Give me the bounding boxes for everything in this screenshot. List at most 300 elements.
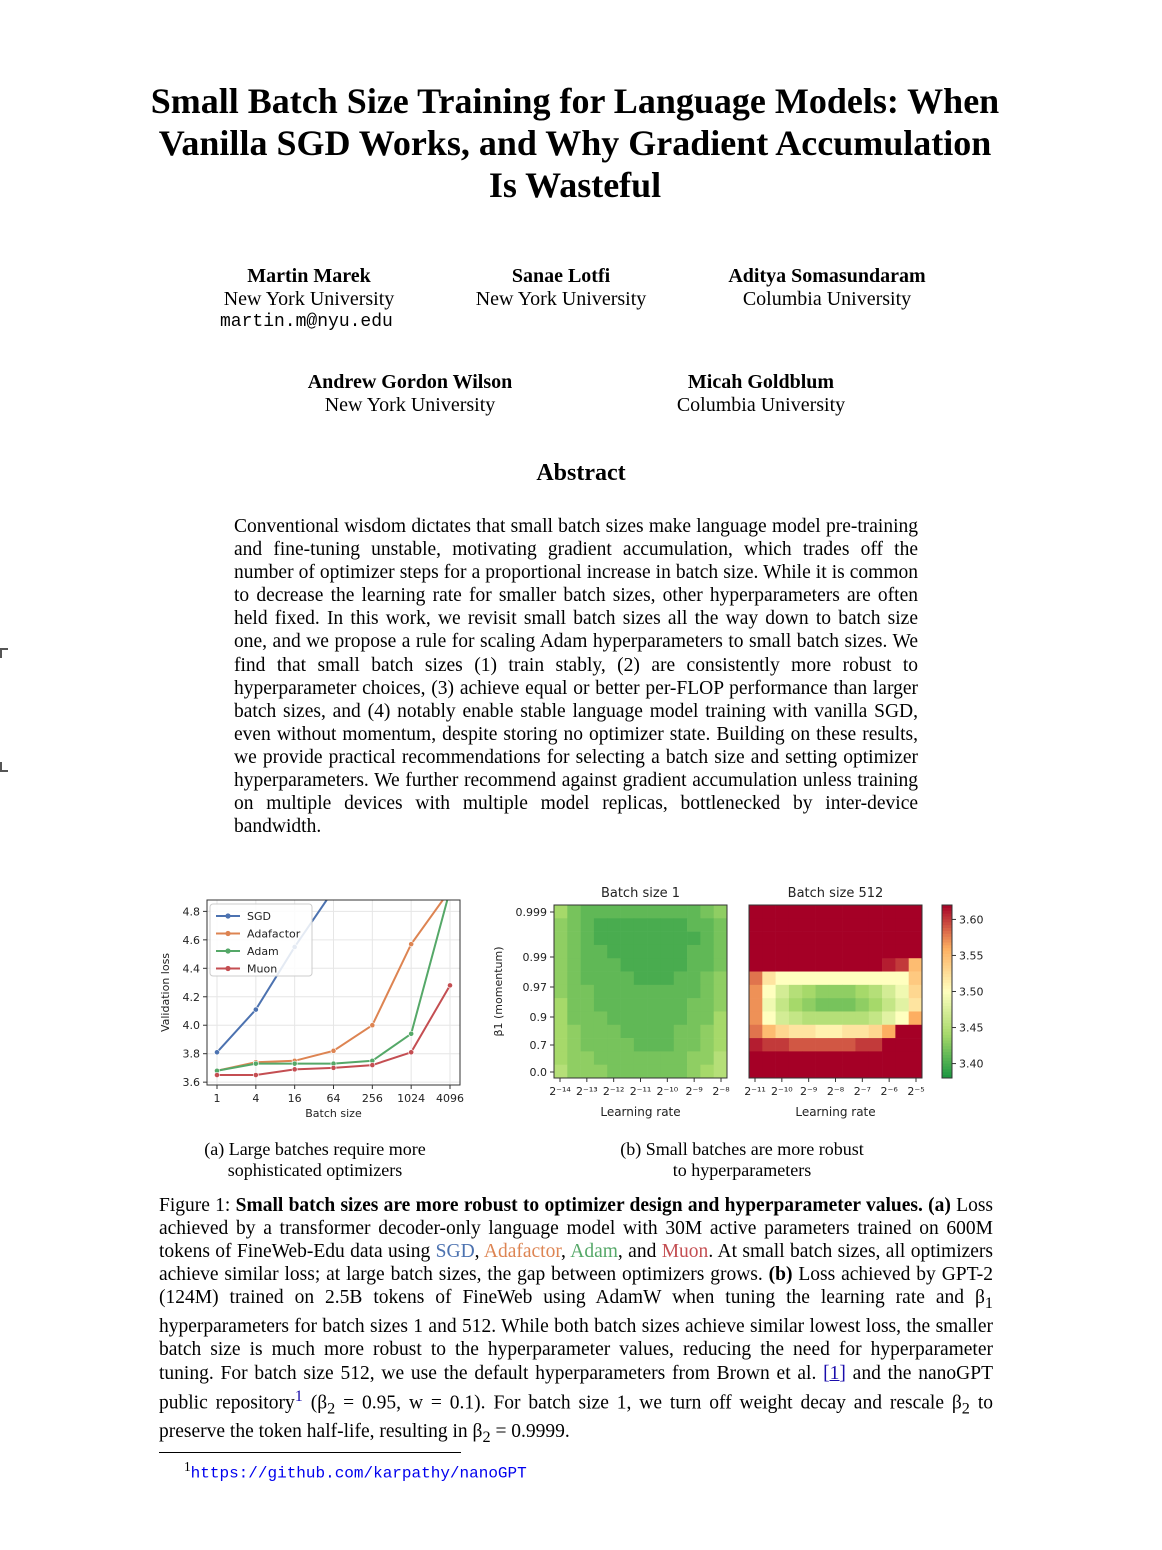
- colorbar-segment: [942, 942, 952, 945]
- colorbar-segment: [942, 1017, 952, 1020]
- heatmap-1-cell: [567, 972, 581, 986]
- subcaption-a-line-2: sophisticated optimizers: [227, 1160, 403, 1180]
- author-email: martin.m@nyu.edu: [220, 312, 393, 332]
- heatmap-2-cell: [802, 945, 816, 959]
- y-tick-label: 4.4: [182, 962, 200, 976]
- footnote: [184, 1459, 527, 1482]
- heatmap-1-cell: [674, 905, 688, 919]
- heatmap-1-cell: [700, 918, 714, 932]
- heatmap-1-cell: [554, 972, 568, 986]
- heatmap-2-cell: [802, 1038, 816, 1052]
- heatmap-2-cell: [762, 918, 776, 932]
- heatmap-1-cell: [647, 945, 661, 959]
- heatmap-1-cell: [581, 945, 595, 959]
- heatmap-2-cell: [776, 1051, 790, 1065]
- caption-adafactor: Adafactor: [483, 1241, 562, 1263]
- y-tick-label: 4.8: [182, 905, 200, 919]
- colorbar-segment: [942, 1064, 952, 1067]
- heatmap-2-cell: [842, 1051, 856, 1065]
- heatmap-1-cell: [647, 972, 661, 986]
- heatmap-2-cell: [816, 958, 830, 972]
- data-point-sgd: [214, 1050, 219, 1055]
- heatmap-2-cell: [855, 958, 869, 972]
- author-1: [200, 265, 418, 334]
- heatmap-2-cell: [789, 1065, 803, 1079]
- data-point-muon: [331, 1065, 336, 1070]
- heatmap-2-cell: [816, 985, 830, 999]
- heatmap-1-cell: [674, 945, 688, 959]
- legend-label: Adam: [247, 945, 279, 958]
- heatmap-1-cell: [634, 972, 648, 986]
- heatmap-1-y-tick-label: 0.7: [529, 1039, 547, 1052]
- heatmap-2-cell: [789, 932, 803, 946]
- data-point-muon: [253, 1072, 258, 1077]
- heatmap-2-cell: [762, 1011, 776, 1025]
- heatmap-2-cell: [909, 1025, 923, 1039]
- heatmap-2-cell: [816, 1025, 830, 1039]
- margin-mark-bottom: [0, 762, 8, 772]
- heatmap-1-cell: [647, 1038, 661, 1052]
- heatmap-2-cell: [829, 1065, 843, 1079]
- caption-sgd: SGD: [435, 1241, 475, 1263]
- heatmap-2-cell: [882, 998, 896, 1012]
- colorbar-segment: [942, 957, 952, 960]
- heatmap-2-cell: [895, 998, 909, 1012]
- data-point-adafactor: [331, 1048, 336, 1053]
- heatmap-1-cell: [687, 972, 701, 986]
- heatmap-2-cell: [869, 1038, 883, 1052]
- heatmap-1-cell: [700, 1011, 714, 1025]
- heatmap-1-x-tick-label: 2⁻¹⁴: [549, 1085, 571, 1098]
- heatmap-1-cell: [621, 905, 635, 919]
- heatmap-1-cell: [687, 1065, 701, 1079]
- heatmap-2-cell: [842, 985, 856, 999]
- heatmap-1-cell: [634, 1051, 648, 1065]
- data-point-sgd: [253, 1007, 258, 1012]
- heatmap-1-cell: [621, 1011, 635, 1025]
- colorbar-segment: [942, 1038, 952, 1041]
- heatmap-1-cell: [660, 998, 674, 1012]
- heatmap-2-cell: [855, 972, 869, 986]
- caption-sep: , and: [617, 1241, 662, 1263]
- author-name: Martin Marek: [247, 265, 371, 287]
- heatmap-2-cell: [882, 1025, 896, 1039]
- caption-sep: ,: [561, 1241, 571, 1263]
- heatmap-1-x-tick-label: 2⁻⁸: [712, 1085, 730, 1098]
- heatmap-1-cell: [700, 945, 714, 959]
- author-3: [707, 265, 947, 311]
- heatmap-1-cell: [687, 1025, 701, 1039]
- heatmap-2-cell: [829, 1038, 843, 1052]
- caption-sep: ,: [474, 1241, 484, 1263]
- heatmap-2-cell: [776, 918, 790, 932]
- colorbar-segment: [942, 1041, 952, 1044]
- x-axis-label: Batch size: [305, 1107, 362, 1120]
- margin-mark-top: [0, 648, 8, 658]
- heatmap-2-cell: [802, 932, 816, 946]
- heatmap-2-cell: [802, 985, 816, 999]
- data-point-adam: [292, 1061, 297, 1066]
- colorbar-segment: [942, 1026, 952, 1029]
- colorbar-segment: [942, 1006, 952, 1009]
- heatmap-1-cell: [554, 1011, 568, 1025]
- heatmap-1-cell: [554, 918, 568, 932]
- heatmap-2-cell: [802, 958, 816, 972]
- caption-text: = 0.95, w = 0.1). For batch size 1, we turn off weight decay and rescale β: [335, 1392, 962, 1414]
- y-tick-label: 3.6: [182, 1076, 200, 1090]
- heatmap-1-cell: [700, 1025, 714, 1039]
- heatmap-1-cell: [660, 1051, 674, 1065]
- colorbar-segment: [942, 914, 952, 917]
- subcaption-b: [592, 1139, 892, 1181]
- heatmap-2-cell: [816, 1051, 830, 1065]
- heatmap-2-cell: [829, 1025, 843, 1039]
- x-tick-label: 256: [361, 1092, 383, 1105]
- heatmap-1-cell: [554, 1065, 568, 1079]
- heatmap-2-cell: [895, 1011, 909, 1025]
- heatmap-2-cell: [802, 998, 816, 1012]
- heatmap-1-cell: [674, 1025, 688, 1039]
- author-affiliation: New York University: [475, 288, 647, 310]
- paper-title: Small Batch Size Training for Language Models: When Vanilla SGD Works, and Why Gradient Accumulation Is Wasteful: [150, 81, 1000, 205]
- heatmap-1-cell: [567, 985, 581, 999]
- heatmap-2-cell: [789, 905, 803, 919]
- heatmap-1-cell: [607, 958, 621, 972]
- heatmap-2-cell: [909, 1065, 923, 1079]
- footnote-rule: [159, 1452, 461, 1453]
- citation-link[interactable]: [1]: [823, 1362, 846, 1384]
- y-tick-label: 3.8: [182, 1047, 200, 1061]
- heatmap-2-cell: [895, 1065, 909, 1079]
- colorbar-segment: [942, 1046, 952, 1049]
- heatmap-2-cell: [816, 918, 830, 932]
- heatmap-1-cell: [700, 905, 714, 919]
- heatmap-1-cell: [554, 998, 568, 1012]
- colorbar-tick-label: 3.55: [959, 949, 984, 963]
- heatmap-1-y-tick-label: 0.9: [529, 1011, 547, 1024]
- subcaption-a: [170, 1139, 460, 1181]
- heatmap-2-cell: [816, 1038, 830, 1052]
- heatmap-2-cell: [842, 1025, 856, 1039]
- colorbar-segment: [942, 922, 952, 925]
- heatmap-2-cell: [909, 998, 923, 1012]
- heatmap-2-cell: [855, 932, 869, 946]
- heatmap-2-cell: [789, 1038, 803, 1052]
- heatmap-2-cell: [762, 945, 776, 959]
- author-affiliation: New York University: [324, 394, 496, 416]
- heatmap-1-cell: [621, 972, 635, 986]
- heatmap-1-cell: [687, 1038, 701, 1052]
- heatmap-2-cell: [842, 905, 856, 919]
- heatmap-1-cell: [714, 905, 728, 919]
- colorbar-segment: [942, 1023, 952, 1026]
- heatmap-1-cell: [554, 1038, 568, 1052]
- heatmap-1-y-tick-label: 0.0: [529, 1066, 547, 1079]
- heatmap-1-cell: [634, 1038, 648, 1052]
- heatmap-2-cell: [882, 1065, 896, 1079]
- heatmap-1-cell: [554, 958, 568, 972]
- y-tick-label: 4.2: [182, 990, 200, 1004]
- heatmap-2-cell: [749, 945, 763, 959]
- heatmap-2-cell: [855, 1051, 869, 1065]
- heatmap-2-cell: [895, 985, 909, 999]
- heatmap-2-cell: [776, 945, 790, 959]
- colorbar-segment: [942, 1009, 952, 1012]
- heatmap-1-cell: [621, 945, 635, 959]
- heatmap-2-cell: [882, 932, 896, 946]
- heatmap-1-cell: [607, 932, 621, 946]
- heatmap-1-cell: [621, 1025, 635, 1039]
- colorbar-segment: [942, 1058, 952, 1061]
- heatmap-1-cell: [554, 1051, 568, 1065]
- caption-text: to preserve the token half-life, resulting in β: [159, 1392, 993, 1443]
- footnote-ref[interactable]: 1: [294, 1386, 303, 1405]
- footnote-link[interactable]: https://github.com/karpathy/nanoGPT: [190, 1464, 527, 1483]
- heatmap-1-cell: [700, 998, 714, 1012]
- colorbar-segment: [942, 1043, 952, 1046]
- heatmap-1-y-tick-label: 0.999: [515, 906, 547, 919]
- heatmap-1-cell: [581, 1051, 595, 1065]
- heatmap-2-cell: [909, 1011, 923, 1025]
- heatmap-2-cell: [749, 1038, 763, 1052]
- heatmap-2-cell: [762, 1038, 776, 1052]
- caption-text: and the nanoGPT public repository: [159, 1362, 993, 1414]
- heatmap-2-cell: [829, 945, 843, 959]
- heatmap-2-cell: [776, 905, 790, 919]
- colorbar-segment: [942, 948, 952, 951]
- heatmap-2-cell: [909, 905, 923, 919]
- colorbar-segment: [942, 989, 952, 992]
- author-affiliation: Columbia University: [742, 288, 912, 310]
- heatmap-2-cell: [789, 1025, 803, 1039]
- heatmap-1-x-tick-label: 2⁻¹²: [602, 1085, 625, 1098]
- heatmap-1-cell: [607, 972, 621, 986]
- heatmap-1-cell: [674, 998, 688, 1012]
- heatmap-2-title: Batch size 512: [787, 886, 884, 901]
- heatmap-1-cell: [594, 972, 608, 986]
- heatmap-1-cell: [714, 985, 728, 999]
- heatmap-1-x-tick-label: 2⁻¹¹: [629, 1085, 652, 1098]
- heatmap-2-cell: [829, 998, 843, 1012]
- data-point-muon: [370, 1062, 375, 1067]
- x-tick-label: 64: [326, 1092, 341, 1105]
- heatmap-1-cell: [687, 1051, 701, 1065]
- heatmap-1-x-tick-label: 2⁻⁹: [685, 1085, 703, 1098]
- heatmap-2-cell: [855, 1025, 869, 1039]
- heatmap-2-cell: [776, 958, 790, 972]
- caption-subscript: 1: [984, 1294, 993, 1313]
- heatmap-2-x-tick-label: 2⁻¹¹: [744, 1085, 766, 1098]
- heatmap-1-cell: [581, 1065, 595, 1079]
- heatmap-2-cell: [882, 1011, 896, 1025]
- heatmap-2-cell: [842, 1011, 856, 1025]
- heatmap-2-cell: [749, 1025, 763, 1039]
- heatmap-1-cell: [660, 1025, 674, 1039]
- heatmap-2-cell: [909, 918, 923, 932]
- heatmap-2-cell: [802, 1065, 816, 1079]
- heatmap-2-x-label: Learning rate: [795, 1105, 876, 1119]
- heatmap-2-cell: [842, 945, 856, 959]
- data-point-muon: [292, 1067, 297, 1072]
- heatmap-1-cell: [700, 1038, 714, 1052]
- heatmap-1-cell: [567, 998, 581, 1012]
- heatmap-2-cell: [855, 905, 869, 919]
- colorbar-tick-label: 3.60: [959, 913, 984, 927]
- heatmap-1-x-tick-label: 2⁻¹³: [576, 1085, 598, 1098]
- data-point-muon: [214, 1072, 219, 1077]
- data-point-muon: [409, 1050, 414, 1055]
- heatmap-2-cell: [909, 932, 923, 946]
- author-affiliation: New York University: [223, 288, 395, 310]
- caption-adam: Adam: [570, 1241, 618, 1263]
- heatmap-1-cell: [714, 932, 728, 946]
- heatmap-1-y-label: β1 (momentum): [492, 946, 505, 1037]
- heatmap-2-cell: [749, 1011, 763, 1025]
- caption-text: . At small batch sizes, all optimizers achieve similar loss; at large batch sizes, the gap between optimizers grows.: [159, 1241, 994, 1286]
- heatmap-2-cell: [895, 958, 909, 972]
- caption-text: hyperparameters for batch sizes 1 and 512. While both batch sizes achieve similar lowest loss, the smaller batch size is much more robust to the hyperparameter values, reducing the need for hyperparameter tuning. For batch size 512, we use the default hyperparameters from Brown et al.: [159, 1316, 993, 1384]
- heatmap-2-cell: [829, 958, 843, 972]
- heatmap-2-cell: [895, 1051, 909, 1065]
- heatmap-2-cell: [789, 1011, 803, 1025]
- heatmap-2-cell: [776, 1025, 790, 1039]
- heatmap-1-cell: [621, 932, 635, 946]
- heatmap-1-cell: [567, 1065, 581, 1079]
- heatmap-2-cell: [909, 972, 923, 986]
- heatmap-1-cell: [714, 1065, 728, 1079]
- heatmap-1-cell: [581, 998, 595, 1012]
- heatmap-2-x-tick-label: 2⁻⁶: [880, 1085, 898, 1098]
- heatmap-2-cell: [855, 985, 869, 999]
- heatmap-2-cell: [869, 918, 883, 932]
- caption-text: (β: [302, 1392, 328, 1414]
- heatmap-1-cell: [647, 918, 661, 932]
- heatmap-1-cell: [687, 985, 701, 999]
- heatmap-2-cell: [776, 932, 790, 946]
- heatmap-2-cell: [749, 1065, 763, 1079]
- heatmap-2-cell: [869, 1065, 883, 1079]
- heatmap-1-y-tick-label: 0.97: [522, 981, 547, 994]
- heatmap-1-cell: [594, 945, 608, 959]
- heatmap-1-cell: [660, 945, 674, 959]
- heatmap-2-cell: [762, 1065, 776, 1079]
- heatmap-2-cell: [829, 1051, 843, 1065]
- heatmap-1-cell: [647, 932, 661, 946]
- colorbar-segment: [942, 911, 952, 914]
- heatmap-1-cell: [594, 932, 608, 946]
- caption-text: Loss achieved by a transformer decoder-only language model with 30M active parameters trained on 600M tokens of FineWeb-Edu data using: [159, 1195, 994, 1263]
- line-chart-batch-size: [155, 895, 475, 1135]
- caption-bold-b: (b): [768, 1264, 793, 1286]
- heatmap-2-cell: [749, 1051, 763, 1065]
- heatmap-1-cell: [567, 1051, 581, 1065]
- heatmap-1-cell: [554, 945, 568, 959]
- heatmap-2-cell: [829, 905, 843, 919]
- caption-subscript: 2: [327, 1399, 336, 1418]
- data-point-adam: [253, 1061, 258, 1066]
- heatmap-1-cell: [594, 1025, 608, 1039]
- heatmap-1-cell: [594, 985, 608, 999]
- heatmap-2-cell: [842, 1038, 856, 1052]
- colorbar-segment: [942, 968, 952, 971]
- colorbar-segment: [942, 1052, 952, 1055]
- heatmap-2-cell: [855, 945, 869, 959]
- author-name: Micah Goldblum: [687, 371, 835, 393]
- heatmap-2-cell: [842, 932, 856, 946]
- heatmap-1-cell: [674, 1011, 688, 1025]
- heatmap-2-cell: [882, 918, 896, 932]
- heatmap-2-cell: [749, 918, 763, 932]
- heatmap-1-cell: [660, 918, 674, 932]
- heatmap-1-cell: [594, 1065, 608, 1079]
- heatmap-1-cell: [607, 998, 621, 1012]
- author-2: [452, 265, 670, 311]
- heatmap-1-cell: [700, 932, 714, 946]
- colorbar-tick-label: 3.40: [959, 1057, 984, 1071]
- heatmap-1-cell: [594, 1011, 608, 1025]
- heatmap-2-cell: [802, 1051, 816, 1065]
- heatmap-2-cell: [816, 972, 830, 986]
- heatmap-1-cell: [567, 1038, 581, 1052]
- heatmap-1-cell: [634, 958, 648, 972]
- heatmap-1-cell: [700, 972, 714, 986]
- legend-label: SGD: [247, 910, 271, 923]
- heatmap-2-cell: [776, 1011, 790, 1025]
- caption-subscript: 2: [482, 1428, 491, 1447]
- y-tick-label: 4.6: [182, 933, 200, 947]
- heatmap-2-cell: [762, 905, 776, 919]
- heatmap-2-cell: [909, 958, 923, 972]
- heatmap-1-cell: [634, 985, 648, 999]
- heatmap-1-cell: [607, 1051, 621, 1065]
- heatmap-1-cell: [647, 905, 661, 919]
- heatmap-2-cell: [749, 958, 763, 972]
- heatmap-1-cell: [714, 958, 728, 972]
- x-tick-label: 16: [287, 1092, 302, 1105]
- heatmap-2-cell: [895, 945, 909, 959]
- heatmap-1-cell: [660, 1038, 674, 1052]
- colorbar-segment: [942, 1049, 952, 1052]
- heatmap-2-cell: [816, 1011, 830, 1025]
- heatmap-2-cell: [802, 1011, 816, 1025]
- heatmap-1-cell: [647, 1025, 661, 1039]
- heatmap-2-cell: [789, 958, 803, 972]
- legend-label: Adafactor: [247, 927, 301, 941]
- heatmap-1-cell: [621, 918, 635, 932]
- heatmap-1-cell: [554, 932, 568, 946]
- heatmap-1-cell: [674, 932, 688, 946]
- heatmap-2-x-tick-label: 2⁻⁸: [826, 1085, 845, 1098]
- colorbar-segment: [942, 934, 952, 937]
- heatmap-1-title: Batch size 1: [600, 886, 681, 901]
- heatmap-1-cell: [647, 998, 661, 1012]
- heatmap-1-cell: [581, 1011, 595, 1025]
- heatmap-2-cell: [895, 972, 909, 986]
- author-name: Aditya Somasundaram: [728, 265, 926, 287]
- heatmap-2-cell: [802, 972, 816, 986]
- heatmap-1-cell: [621, 1051, 635, 1065]
- heatmap-1-cell: [700, 958, 714, 972]
- colorbar-segment: [942, 1069, 952, 1072]
- heatmap-1-cell: [634, 1011, 648, 1025]
- heatmap-1-cell: [714, 918, 728, 932]
- heatmap-2-cell: [816, 945, 830, 959]
- heatmap-2-cell: [842, 972, 856, 986]
- heatmap-1-y-tick-label: 0.99: [522, 951, 547, 964]
- heatmap-1-cell: [674, 958, 688, 972]
- heatmap-1-cell: [634, 1025, 648, 1039]
- heatmap-1-cell: [567, 958, 581, 972]
